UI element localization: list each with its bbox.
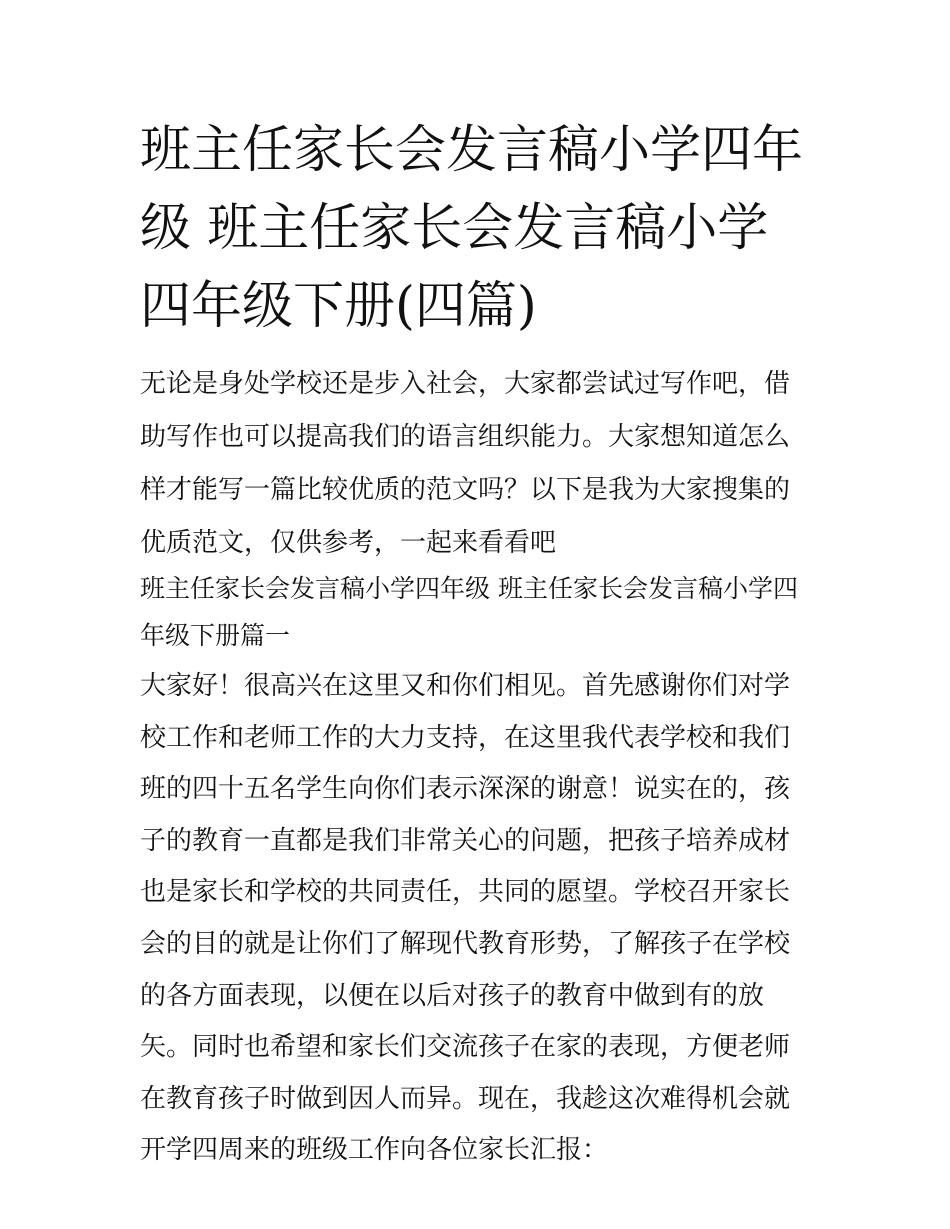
section-heading: 班主任家长会发言稿小学四年级 班主任家长会发言稿小学四年级下册篇一	[140, 574, 798, 650]
intro-paragraph: 无论是身处学校还是步入社会，大家都尝试过写作吧，借助写作也可以提高我们的语言组织能力。大家想知道怎么样才能写一篇比较优质的范文吗？以下是我为大家搜集的优质范文，仅供参考，一起来看看吧	[140, 369, 791, 558]
document-title: 班主任家长会发言稿小学四年级 班主任家长会发言稿小学四年级下册(四篇)	[140, 121, 804, 336]
body-paragraph: 大家好！很高兴在这里又和你们相见。首先感谢你们对学校工作和老师工作的大力支持，在这里我代表学校和我们班的四十五名学生向你们表示深深的谢意！说实在的，孩子的教育一直都是我们非常关心的问题，把孩子培养成材也是家长和学校的共同责任，共同的愿望。学校召开家长会的目的就是让你们了解现代教育形势，了解孩子在学校的各方面表现，以便在以后对孩子的教育中做到有的放矢。同时也希望和家长们交流孩子在家的表现，方便老师在教育孩子时做到因人而异。现在，我趁这次难得机会就开学四周来的班级工作向各位家长汇报：	[140, 671, 791, 1166]
